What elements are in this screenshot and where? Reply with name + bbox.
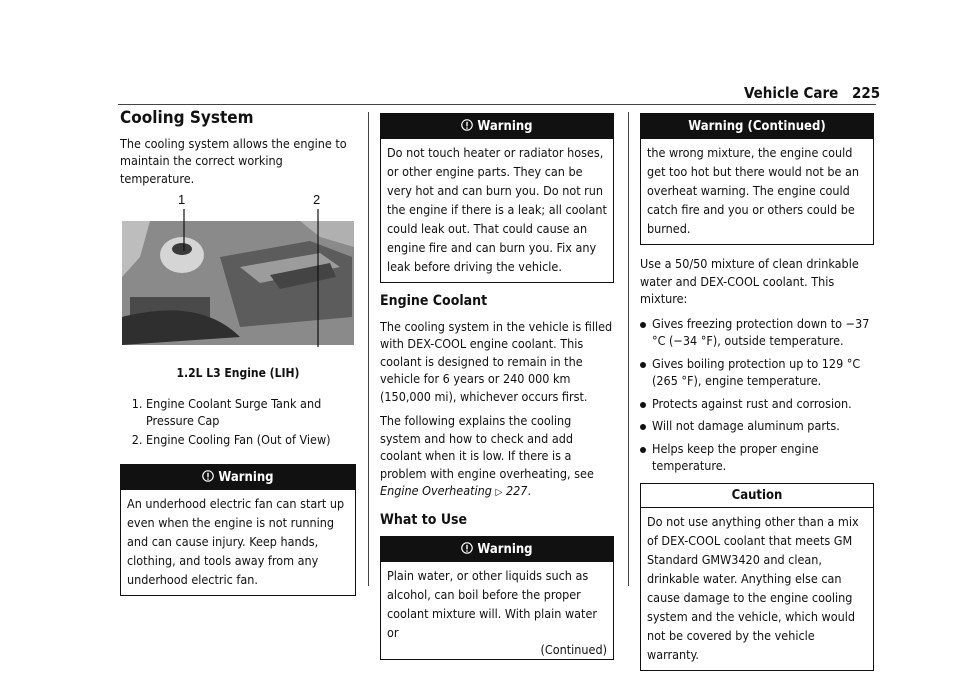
- mixture-benefits-list: [640, 315, 874, 475]
- intro-paragraph: The cooling system allows the engine to maintain the correct working temperature.: [120, 135, 347, 186]
- warning-title: Warning: [477, 542, 533, 557]
- warning-text: An underhood electric fan can start up even when the engine is not running and can cause injury. Keep hands, clothing, and tools away from any underhood electric fan.: [127, 496, 345, 587]
- callout-2: 2: [313, 192, 321, 207]
- figure-legend: [120, 395, 356, 449]
- warning-header: [381, 114, 613, 139]
- warning-continued-box: [640, 113, 874, 245]
- column-divider: [368, 112, 369, 586]
- warning-title: Warning: [218, 470, 274, 485]
- column-2: [380, 113, 614, 660]
- warning-box: [380, 113, 614, 283]
- caution-header: Caution: [641, 484, 873, 508]
- warning-box: [120, 464, 356, 596]
- legend-item: 1. Engine Coolant Surge Tank and Pressure Cap: [146, 395, 356, 430]
- warning-icon: [461, 542, 473, 554]
- column-divider: [628, 112, 629, 586]
- page-number: 225: [852, 84, 881, 102]
- warning-header: Warning (Continued): [641, 114, 873, 139]
- column-3: [640, 113, 874, 671]
- column-1: [120, 110, 356, 596]
- page-reference[interactable]: 227: [506, 483, 528, 498]
- list-item: Will not damage aluminum parts.: [640, 417, 874, 435]
- sentence-end: .: [527, 483, 532, 498]
- list-item: Protects against rust and corrosion.: [640, 395, 874, 413]
- warning-text: Do not touch heater or radiator hoses, or other engine parts. They can be very hot and can burn you. Do not run the engine if there is a leak; all coolant could leak out. That could cause an engine fire and can burn you. Fix any leak before driving the vehicle.: [387, 145, 607, 274]
- warning-icon: [461, 119, 473, 131]
- caution-text: Do not use anything other than a mix of DEX-COOL coolant that meets GM Standard GMW3420 and clean, drinkable water. Anything else can cause damage to the engine cooling system and the vehicle, which would not be covered by the vehicle warranty.: [647, 513, 859, 662]
- header-rule: [118, 104, 876, 105]
- warning-header: [381, 537, 613, 562]
- caution-box: [640, 483, 874, 671]
- warning-header: [121, 465, 355, 490]
- warning-icon: [202, 470, 214, 482]
- figure-caption: 1.2L L3 Engine (LIH): [176, 366, 300, 380]
- warning-text-body: Plain water, or other liquids such as alcohol, can boil before the proper coolant mixture will. With plain water or: [387, 568, 597, 640]
- engine-figure: [120, 192, 356, 347]
- legend-item: 2. Engine Cooling Fan (Out of View): [146, 431, 356, 449]
- list-item: Helps keep the proper engine temperature.: [640, 440, 874, 475]
- engine-coolant-heading: Engine Coolant: [380, 293, 488, 309]
- continued-label: (Continued): [540, 642, 607, 657]
- list-item: Gives boiling protection up to 129 °C (265 °F), engine temperature.: [640, 355, 874, 390]
- explanation-paragraph: [380, 412, 614, 502]
- section-title: Cooling System: [120, 108, 254, 128]
- page-ref-icon: ▷: [495, 487, 503, 498]
- explanation-text: The following explains the cooling system and how to check and add coolant when it is low. If there is a problem with engine overheating, see: [380, 413, 594, 481]
- what-to-use-heading: What to Use: [380, 511, 468, 528]
- callout-1: 1: [178, 192, 186, 207]
- warning-box: [380, 536, 614, 660]
- warning-text: [381, 562, 613, 659]
- warning-title: Warning: [477, 119, 533, 134]
- mixture-paragraph: Use a 50/50 mixture of clean drinkable water and DEX-COOL coolant. This mixture:: [640, 256, 859, 306]
- running-header-section: Vehicle Care: [744, 84, 839, 102]
- engine-overheating-link[interactable]: Engine Overheating: [380, 483, 492, 498]
- list-item: Gives freezing protection down to −37 °C (−34 °F), outside temperature.: [640, 315, 874, 350]
- engine-photo: [120, 197, 356, 347]
- warning-text: the wrong mixture, the engine could get too hot but there would not be an overheat warning. The engine could catch fire and you or others could be burned.: [647, 145, 859, 236]
- coolant-paragraph: The cooling system in the vehicle is filled with DEX-COOL engine coolant. This coolant is designed to remain in the vehicle for 6 years or 240 000 km (150,000 mi), whichever occurs first.: [380, 318, 613, 404]
